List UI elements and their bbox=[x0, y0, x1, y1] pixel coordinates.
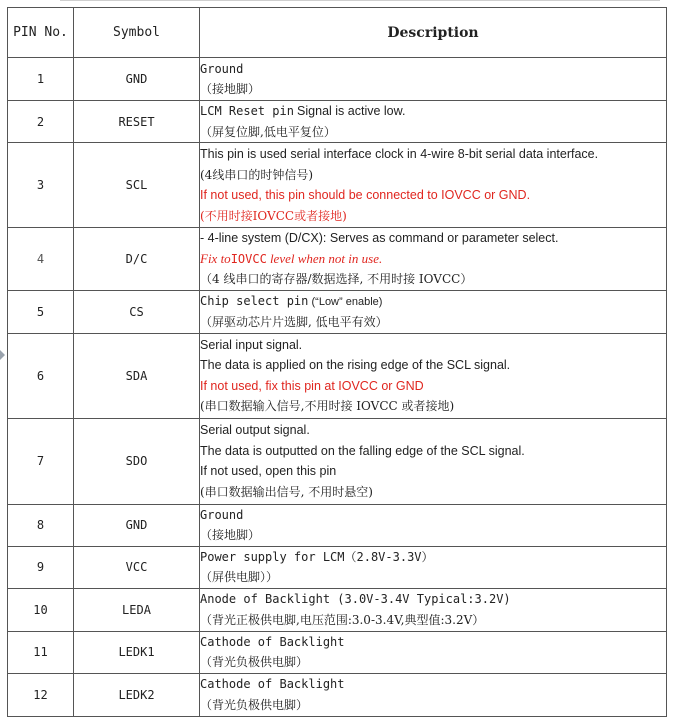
table-row bbox=[8, 290, 667, 333]
pin-number: 12 bbox=[8, 673, 74, 716]
pin-description: Anode of Backlight (3.0V-3.4V Typical:3.2V) （背光正极供电脚,电压范围:3.0-3.4V,典型值:3.2V） bbox=[200, 588, 667, 631]
pin-symbol: SDA bbox=[74, 333, 200, 418]
pin-symbol: CS bbox=[74, 290, 200, 333]
pin-number: 2 bbox=[8, 101, 74, 143]
table-row bbox=[8, 588, 667, 631]
header-pin: PIN No. bbox=[8, 8, 74, 58]
side-arrow-icon bbox=[0, 350, 5, 360]
pin-number: 11 bbox=[8, 631, 74, 673]
pin-description: Serial input signal. The data is applied on the rising edge of the SCL signal. If not used, fix this pin at IOVCC or GND (串口数据输入信号,不用时接 IOVCC 或者接地) bbox=[200, 333, 667, 418]
pin-number: 1 bbox=[8, 58, 74, 101]
pin-description: This pin is used serial interface clock in 4-wire 8-bit serial data interface. (4线串口的时钟信号) If not used, this pin should be connected to IOVCC or GND. (不用时接IOVCC或者接地) bbox=[200, 143, 667, 228]
table-row bbox=[8, 418, 667, 504]
pin-description: Chip select pin (“Low” enable) （屏驱动芯片片选脚, 低电平有效） bbox=[200, 290, 667, 333]
pin-symbol: D/C bbox=[74, 228, 200, 291]
table-row bbox=[8, 631, 667, 673]
pin-description: Power supply for LCM（2.8V-3.3V） （屏供电脚）） bbox=[200, 546, 667, 588]
table-row bbox=[8, 333, 667, 418]
pin-description: Ground （接地脚） bbox=[200, 58, 667, 101]
pin-number: 6 bbox=[8, 333, 74, 418]
top-edge-line bbox=[60, 0, 660, 1]
header-row bbox=[8, 8, 667, 58]
table-row bbox=[8, 546, 667, 588]
pin-number: 8 bbox=[8, 504, 74, 546]
pin-description: Serial output signal. The data is outputted on the falling edge of the SCL signal. If not used, open this pin (串口数据输出信号, 不用时悬空) bbox=[200, 418, 667, 504]
pin-number: 7 bbox=[8, 418, 74, 504]
table-row bbox=[8, 673, 667, 716]
pin-symbol: RESET bbox=[74, 101, 200, 143]
table-row bbox=[8, 143, 667, 228]
pin-symbol: SCL bbox=[74, 143, 200, 228]
header-description: Description bbox=[200, 8, 667, 58]
pin-number: 4 bbox=[8, 228, 74, 291]
pin-description: - 4-line system (D/CX): Serves as command or parameter select. Fix toIOVCC level when not in use. （4 线串口的寄存器/数据选择, 不用时接 IOVCC） bbox=[200, 228, 667, 291]
pin-symbol: LEDA bbox=[74, 588, 200, 631]
pin-description: Ground （接地脚） bbox=[200, 504, 667, 546]
pin-symbol: SDO bbox=[74, 418, 200, 504]
pin-number: 10 bbox=[8, 588, 74, 631]
pin-description: Cathode of Backlight （背光负极供电脚） bbox=[200, 673, 667, 716]
pin-description: Cathode of Backlight （背光负极供电脚） bbox=[200, 631, 667, 673]
table-row bbox=[8, 504, 667, 546]
pin-number: 9 bbox=[8, 546, 74, 588]
pin-symbol: GND bbox=[74, 58, 200, 101]
pin-symbol: LEDK1 bbox=[74, 631, 200, 673]
pin-number: 5 bbox=[8, 290, 74, 333]
table-row bbox=[8, 58, 667, 101]
pin-symbol: LEDK2 bbox=[74, 673, 200, 716]
pin-symbol: GND bbox=[74, 504, 200, 546]
header-symbol: Symbol bbox=[74, 8, 200, 58]
table-row bbox=[8, 228, 667, 291]
pin-description: LCM Reset pin Signal is active low. （屏复位脚,低电平复位） bbox=[200, 101, 667, 143]
pin-symbol: VCC bbox=[74, 546, 200, 588]
pin-number: 3 bbox=[8, 143, 74, 228]
table-row bbox=[8, 101, 667, 143]
pin-table bbox=[7, 7, 667, 717]
